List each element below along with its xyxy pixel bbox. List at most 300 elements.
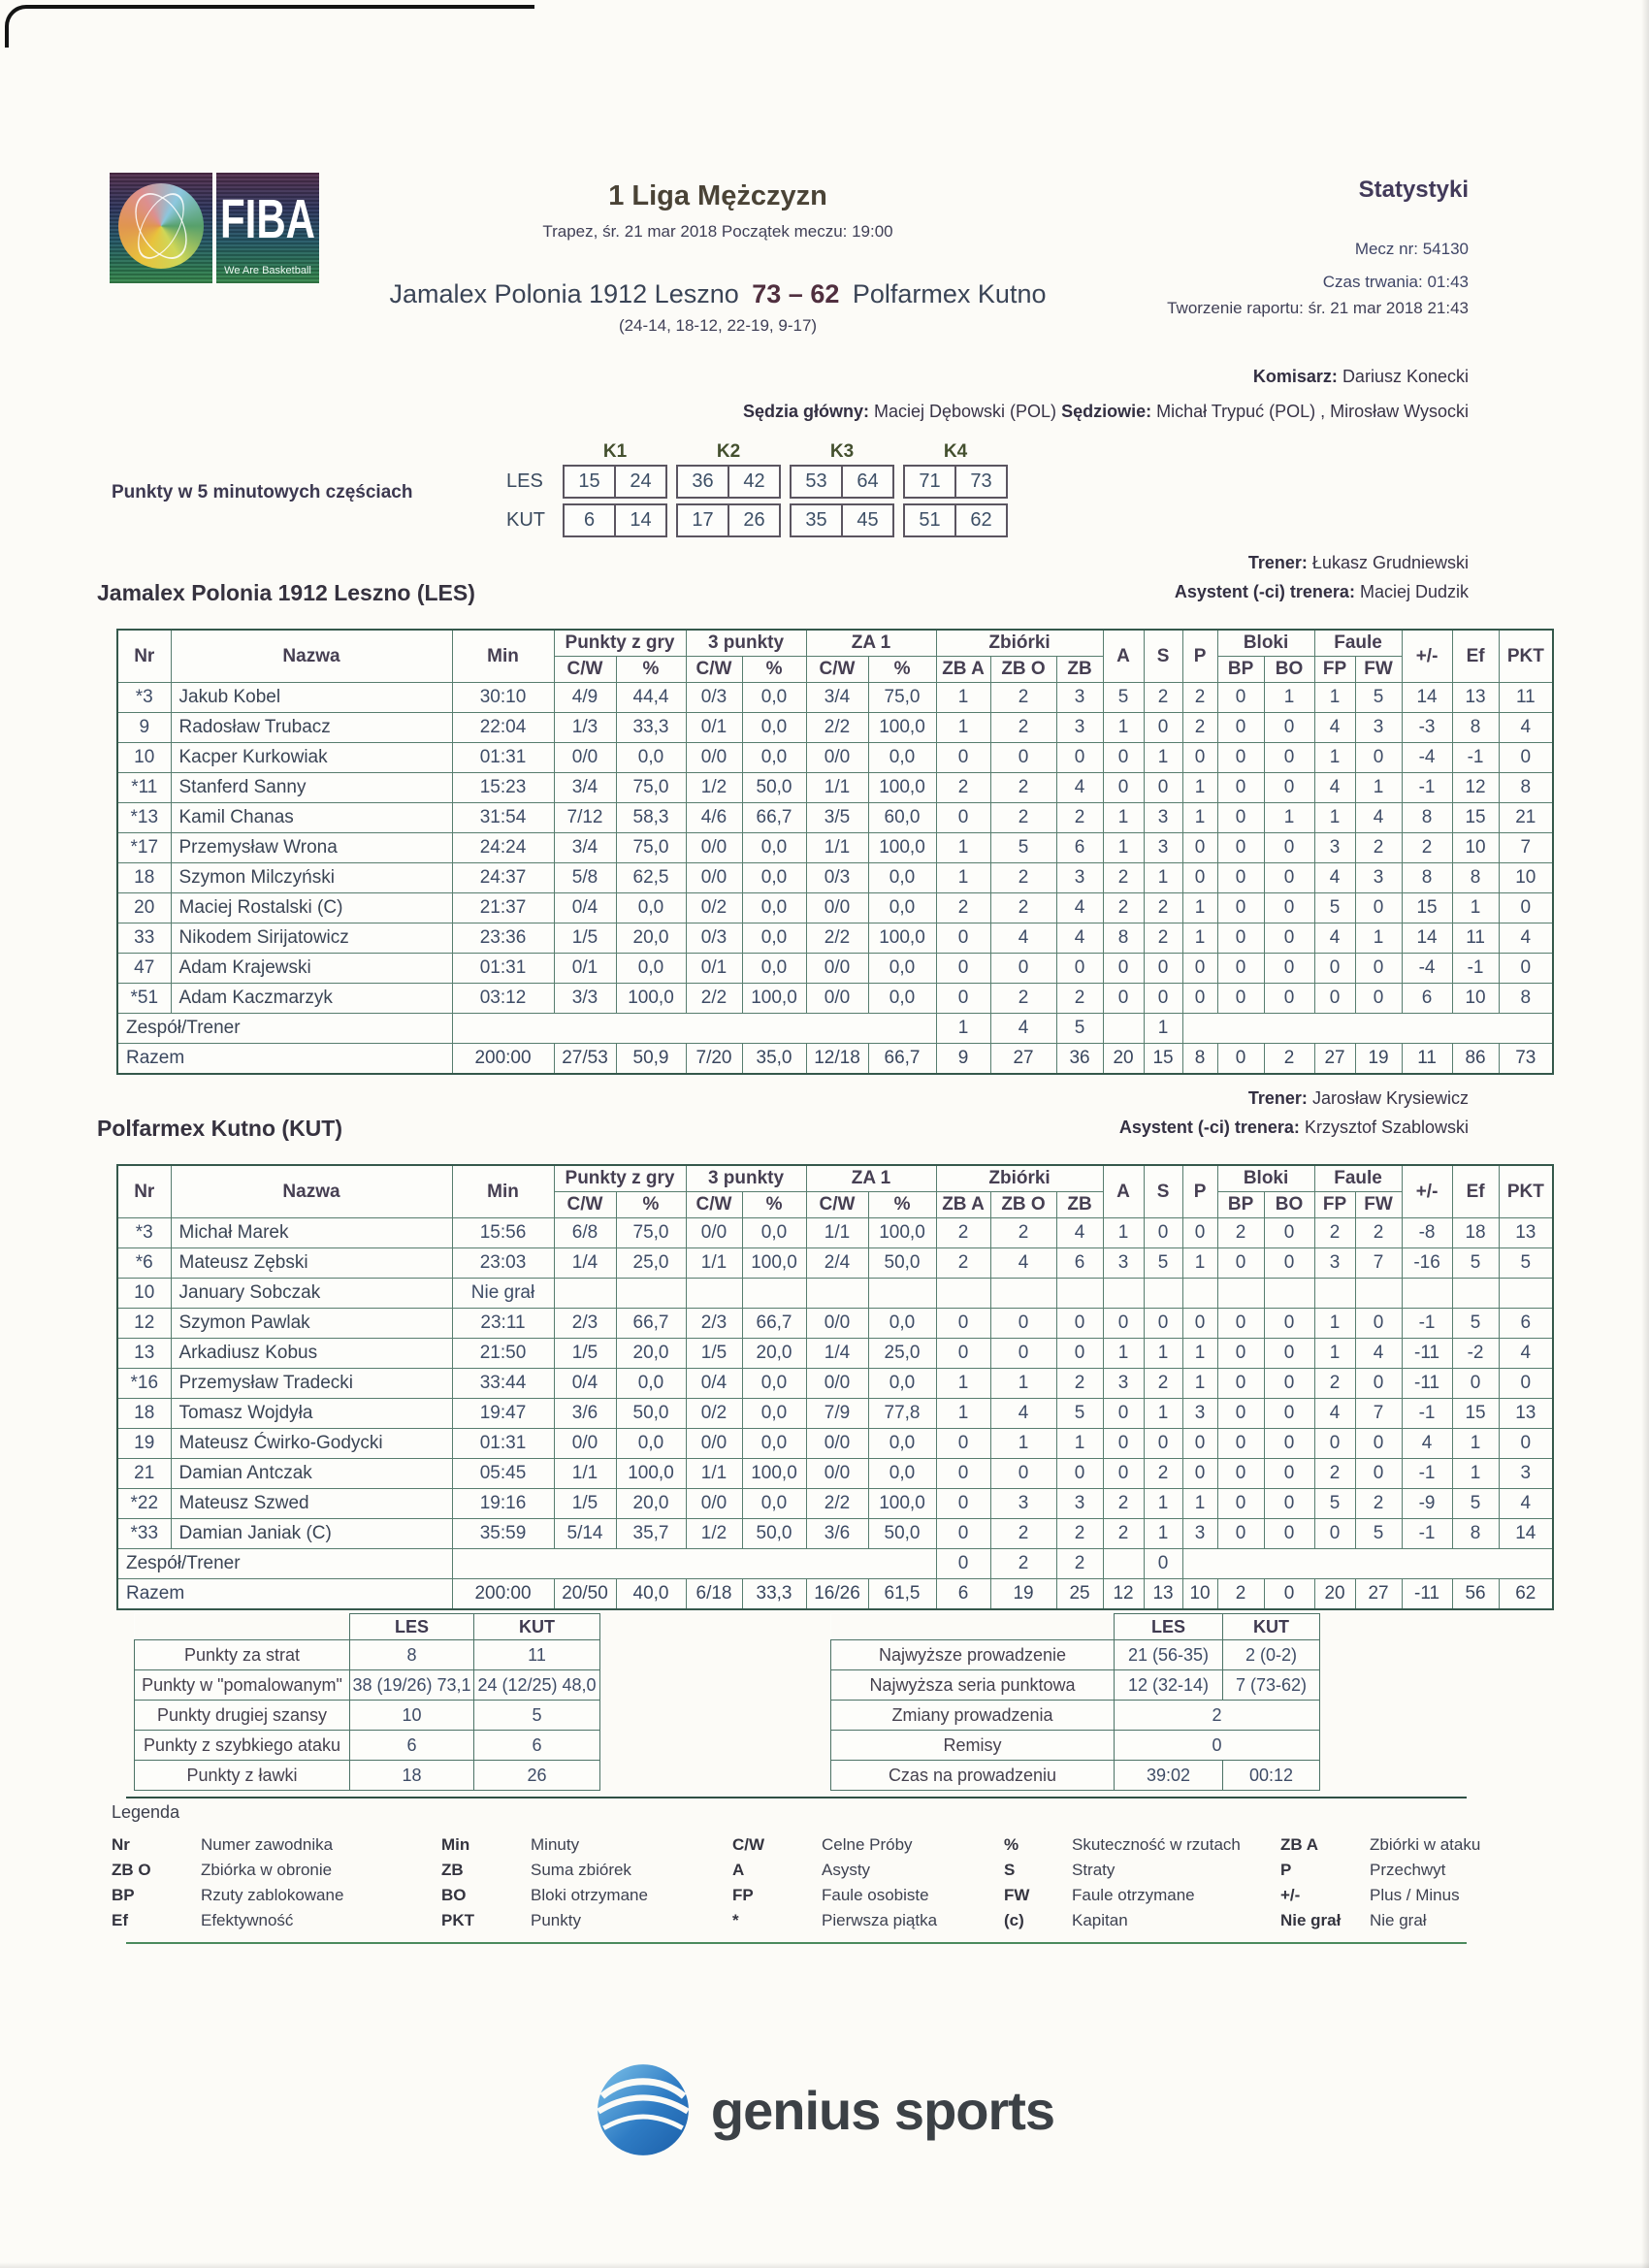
player-row [117,833,1553,863]
stat-cell: 2 [990,1218,1056,1248]
stat-cell: 0 [936,1309,990,1339]
stat-cell: 21:37 [452,893,554,923]
player-row [117,1248,1553,1279]
stat-cell: 0 [1217,1399,1264,1429]
stat-cell [554,1279,616,1309]
stat-label: Punkty z ławki [135,1761,350,1791]
total-stat-cell: 7/20 [686,1044,742,1075]
stat-cell: 0 [936,1519,990,1549]
stat-cell [1264,1279,1314,1309]
legend-desc: Plus / Minus [1370,1886,1460,1904]
stat-cell [1056,1279,1103,1309]
column-header: KUT [474,1614,600,1640]
stat-cell: 1 [1144,743,1182,773]
stat-cell [742,1279,806,1309]
legend-entry [732,1858,1004,1883]
sub-column-header: % [868,657,936,683]
stat-cell: 3/6 [806,1519,868,1549]
total-stat-cell: 27 [1314,1044,1355,1075]
stat-cell: 7 [1499,833,1553,863]
legend-abbr: +/- [1280,1886,1301,1904]
stat-cell: 0 [1182,1309,1217,1339]
stat-cell: 13 [1499,1399,1553,1429]
stat-cell: 24:24 [452,833,554,863]
stat-cell: 0/4 [554,1369,616,1399]
stat-cell: 1 [1314,803,1355,833]
stat-cell: 2 [990,713,1056,743]
stat-cell: 0 [1103,1429,1144,1459]
player-row [117,713,1553,743]
stat-cell: 1/5 [686,1339,742,1369]
stat-cell: 5 [990,833,1056,863]
total-stat-cell: 27/53 [554,1044,616,1075]
stat-cell [1402,1279,1452,1309]
stat-cell: 3 [1144,803,1182,833]
referees-line [743,402,1469,422]
assistant-label: Asystent (-ci) trenera: [1174,582,1355,601]
stat-cell: 0,0 [742,923,806,954]
stat-cell: 75,0 [616,773,686,803]
period-score: 51 [919,509,941,531]
stat-cell: 0/1 [686,954,742,984]
total-stat-cell: 12/18 [806,1044,868,1075]
total-stat-cell: 86 [1452,1044,1499,1075]
stat-cell: 4 [1355,803,1402,833]
team-row [117,1014,1553,1044]
stat-cell: 14 [1499,1519,1553,1549]
legend-entry [1280,1832,1537,1858]
stat-cell: 1 [1355,923,1402,954]
stat-cell: 33:44 [452,1369,554,1399]
summary-table-leads [830,1613,1320,1791]
stat-cell: 0 [1144,773,1182,803]
stat-cell: 0 [1264,833,1314,863]
total-stat-cell: 20 [1103,1044,1144,1075]
summary-row [831,1761,1320,1791]
stat-cell: 0 [1182,984,1217,1014]
stat-cell: 0 [1182,863,1217,893]
stat-cell [1144,1279,1182,1309]
stat-cell: 1 [1452,1429,1499,1459]
stat-cell: 2 [1144,923,1182,954]
player-name: Tomasz Wojdyła [171,1399,452,1429]
player-name: Przemysław Tradecki [171,1369,452,1399]
stat-cell: 2 [1144,1369,1182,1399]
legend-entry [1280,1908,1537,1933]
stat-cell: 0 [1217,713,1264,743]
player-row [117,1519,1553,1549]
stat-cell: 13 [1499,1218,1553,1248]
stat-cell: 0/3 [686,923,742,954]
stat-cell [1103,1279,1144,1309]
stat-cell: 50,0 [616,1399,686,1429]
stat-cell: 0/4 [686,1369,742,1399]
sub-column-header: FP [1314,657,1355,683]
stat-cell: 0 [1182,743,1217,773]
kut-stats-table [116,1164,1554,1610]
total-stat-cell: 27 [990,1044,1056,1075]
summary-table-points [134,1613,600,1791]
stat-cell: 10 [1452,984,1499,1014]
total-stat-cell: 200:00 [452,1579,554,1610]
legend-abbr: ZB [441,1861,464,1879]
legend-abbr: FW [1004,1886,1030,1904]
stat-cell: 0 [1182,833,1217,863]
legend-desc: Faule osobiste [822,1886,929,1904]
sub-column-header: % [868,1192,936,1218]
stat-cell: 5 [1452,1309,1499,1339]
stat-cell: -8 [1402,1218,1452,1248]
stat-cell: 0 [1355,984,1402,1014]
stat-cell: 23:36 [452,923,554,954]
match-score: 73 – 62 [752,279,840,308]
stat-cell: 0,0 [868,1429,936,1459]
sub-column-header: FW [1355,1192,1402,1218]
player-name: Stanferd Sanny [171,773,452,803]
legend-entry [112,1858,441,1883]
stat-cell [1182,1014,1553,1044]
player-name: Mateusz Zębski [171,1248,452,1279]
stat-cell: 77,8 [868,1399,936,1429]
sub-column-header: BO [1264,1192,1314,1218]
stat-cell: 21:50 [452,1339,554,1369]
stat-cell [936,1279,990,1309]
stat-cell: 0/0 [686,1429,742,1459]
stat-cell: 1 [1182,893,1217,923]
stat-cell: 0,0 [742,713,806,743]
stat-cell: 1/1 [806,773,868,803]
stat-cell: 2 [1182,683,1217,713]
stat-cell: -1 [1402,1519,1452,1549]
les-stats-table [116,629,1554,1075]
legend-abbr: Ef [112,1911,128,1929]
stat-cell: 0/4 [554,893,616,923]
column-header: S [1144,1165,1182,1218]
stat-cell: 66,7 [742,803,806,833]
sub-column-header: FW [1355,657,1402,683]
stat-cell: 1 [1144,1399,1182,1429]
player-number: *6 [117,1248,171,1279]
stat-cell: 4 [1499,1489,1553,1519]
period-score-pair [903,465,1008,499]
stat-cell: 1 [1182,803,1217,833]
legend-column [1280,1832,1537,1933]
totals-label: Razem [117,1044,452,1075]
sub-column-header: BP [1217,1192,1264,1218]
stat-cell: 11 [1499,683,1553,713]
stat-cell: 0 [1499,1369,1553,1399]
stat-cell: 1 [1314,743,1355,773]
sub-column-header: C/W [554,1192,616,1218]
stat-cell: 0/0 [686,743,742,773]
stat-cell: 0 [1217,1459,1264,1489]
stat-label: Czas na prowadzeniu [831,1761,1115,1791]
stat-cell: 0,0 [868,893,936,923]
stat-label: Punkty za strat [135,1640,350,1670]
stat-cell: 8 [1452,713,1499,743]
legend-abbr: FP [732,1886,754,1904]
stat-cell: 75,0 [616,833,686,863]
match-score-line [58,279,1377,309]
stat-cell: 20,0 [616,1489,686,1519]
legend-desc: Asysty [822,1861,871,1879]
stat-value: 8 [350,1640,474,1670]
stat-cell: 0 [936,1489,990,1519]
stat-value: 38 (19/26) 73,1 [350,1670,474,1701]
stat-cell: 50,0 [868,1519,936,1549]
player-name: Mateusz Ćwirko-Godycki [171,1429,452,1459]
coach-line-kut [1248,1088,1469,1109]
stat-cell: 2 [1314,1459,1355,1489]
stat-cell: 0/0 [806,1429,868,1459]
totals-row [117,1044,1553,1075]
stat-cell: 1 [990,1369,1056,1399]
sub-column-header: % [616,1192,686,1218]
legend-desc: Przechwyt [1370,1861,1446,1879]
stat-cell [616,1279,686,1309]
legend-abbr: P [1280,1861,1292,1879]
legend-desc: Celne Próby [822,1835,913,1854]
stat-cell: 15 [1452,803,1499,833]
stat-cell: 0/3 [806,863,868,893]
genius-sports-icon [595,2061,692,2158]
legend-abbr: Nr [112,1835,130,1854]
period-score-row [506,503,1017,537]
stat-cell: 0 [1144,954,1182,984]
stat-value: 24 (12/25) 48,0 [474,1670,600,1701]
stat-cell: 0 [1103,984,1144,1014]
stat-cell: 20,0 [616,1339,686,1369]
column-header: Zbiórki [936,1165,1103,1192]
total-stat-cell: 19 [990,1579,1056,1610]
referees-label: Sędziowie: [1061,402,1152,421]
stat-cell: 2/2 [806,713,868,743]
stat-cell: 1 [1103,1339,1144,1369]
player-number: *17 [117,833,171,863]
stat-cell: 0,0 [742,1369,806,1399]
stat-cell: 2/2 [686,984,742,1014]
stat-cell: 0 [1264,1248,1314,1279]
stat-cell: 0 [1264,713,1314,743]
stat-cell [1217,1279,1264,1309]
stat-cell: 0 [1217,1489,1264,1519]
total-stat-cell: 13 [1144,1579,1182,1610]
legend-entry [1004,1858,1280,1883]
stat-cell: 100,0 [616,1459,686,1489]
stat-cell: 15 [1452,1399,1499,1429]
team-code: KUT [506,509,545,531]
separator-line [126,1942,1467,1944]
stat-cell: 1 [936,1014,990,1044]
period-score: 26 [728,505,779,535]
period-score: 73 [954,467,1006,497]
stat-cell: 0/0 [686,833,742,863]
stat-cell: 1 [1182,773,1217,803]
stat-cell: 1 [936,1399,990,1429]
stat-cell: 0 [1355,1369,1402,1399]
stat-cell: 1/1 [554,1459,616,1489]
stat-cell: 1 [1264,683,1314,713]
legend-abbr: Min [441,1835,470,1854]
period-score-pair [676,465,781,499]
legend-entry [441,1858,732,1883]
legend-entry [1280,1883,1537,1908]
stat-cell: 0,0 [868,984,936,1014]
stat-cell: 1/2 [686,773,742,803]
sub-column-header: ZB A [936,1192,990,1218]
stat-cell: 0 [936,1429,990,1459]
stat-cell: 2/3 [554,1309,616,1339]
sub-column-header: FP [1314,1192,1355,1218]
sub-column-header: ZB [1056,657,1103,683]
stat-cell: 2 [1056,984,1103,1014]
stat-cell: 0 [1264,1489,1314,1519]
stat-cell: 0 [1144,984,1182,1014]
stat-cell [1499,1279,1553,1309]
player-name: Arkadiusz Kobus [171,1339,452,1369]
player-number: 18 [117,1399,171,1429]
stat-cell: 2 [990,1519,1056,1549]
stat-cell: 0 [1182,954,1217,984]
legend-desc: Faule otrzymane [1072,1886,1195,1904]
stat-cell: 8 [1103,923,1144,954]
period-score: 36 [692,470,714,492]
player-name: Mateusz Szwed [171,1489,452,1519]
stat-cell: 2 [1103,893,1144,923]
total-stat-cell: 200:00 [452,1044,554,1075]
stat-cell: 0,0 [868,1369,936,1399]
stat-cell: 100,0 [868,1489,936,1519]
stat-cell: 0 [1264,773,1314,803]
stat-value: 21 (56-35) [1115,1640,1223,1670]
player-name: Przemysław Wrona [171,833,452,863]
legend-desc: Nie grał [1370,1911,1427,1929]
stat-cell: 66,7 [742,1309,806,1339]
period-scores-grid [506,441,1017,542]
stat-cell: 1 [1144,863,1182,893]
stat-cell: 4 [1056,923,1103,954]
stat-cell: 100,0 [868,923,936,954]
stat-cell: 0/2 [686,1399,742,1429]
stat-cell: 0,0 [742,1399,806,1429]
team-title-kut: Polfarmex Kutno (KUT) [97,1116,342,1141]
stat-cell: 4 [990,1248,1056,1279]
legend-entry [732,1832,1004,1858]
legend-title: Legenda [112,1802,180,1822]
stat-cell: 0,0 [742,954,806,984]
stat-cell: 5 [1499,1248,1553,1279]
stat-cell: 7 [1355,1248,1402,1279]
column-header: ZA 1 [806,630,936,657]
total-stat-cell: 27 [1355,1579,1402,1610]
legend-entry [1004,1832,1280,1858]
stat-cell: 0,0 [616,1369,686,1399]
stat-cell [806,1279,868,1309]
column-header: Ef [1452,1165,1499,1218]
legend-desc: Straty [1072,1861,1116,1879]
stat-cell: 01:31 [452,954,554,984]
cell [831,1614,1115,1640]
legend-entry [112,1908,441,1933]
legend-entry [441,1832,732,1858]
stat-cell: 2 [1402,833,1452,863]
assistant-label: Asystent (-ci) trenera: [1118,1118,1300,1137]
stat-cell: 0 [990,1339,1056,1369]
stat-cell: 0 [1355,954,1402,984]
stat-cell: 3 [1314,833,1355,863]
legend-desc: Bloki otrzymane [531,1886,648,1904]
legend-abbr: Nie grał [1280,1911,1342,1929]
stat-cell: 5 [1452,1489,1499,1519]
commissioner-label: Komisarz: [1252,367,1338,386]
stat-cell: 1 [1144,1519,1182,1549]
stat-value: 11 [474,1640,600,1670]
stat-cell: 1/2 [686,1519,742,1549]
stat-cell: 75,0 [616,1218,686,1248]
summary-row [831,1701,1320,1731]
legend-entry [1004,1883,1280,1908]
player-row [117,773,1553,803]
stat-cell: 0/0 [806,1309,868,1339]
stat-cell: 8 [1402,863,1452,893]
stat-cell: 3/4 [806,683,868,713]
column-header: Nr [117,1165,171,1218]
stat-cell: 33,3 [616,713,686,743]
player-number: 19 [117,1429,171,1459]
column-header: Nazwa [171,1165,452,1218]
column-header: Bloki [1217,630,1314,657]
player-row [117,683,1553,713]
stat-cell: 2 [1103,1489,1144,1519]
column-header: A [1103,1165,1144,1218]
legend-desc: Zbiórka w obronie [201,1861,333,1879]
quarter-header-row [506,441,1017,463]
stat-value: 0 [1115,1731,1320,1761]
stat-cell: 1 [936,713,990,743]
stat-cell: 1 [1264,803,1314,833]
player-number: 9 [117,713,171,743]
stat-cell: 0 [936,923,990,954]
stat-cell: 1/1 [806,833,868,863]
page-title: 1 Liga Mężczyzn [608,180,827,211]
legend [112,1802,1537,1933]
player-name: January Sobczak [171,1279,452,1309]
stat-cell: 0,0 [868,863,936,893]
commissioner-name: Dariusz Konecki [1342,367,1469,386]
period-score: 53 [805,470,827,492]
player-name: Kacper Kurkowiak [171,743,452,773]
legend-abbr: C/W [732,1835,765,1854]
stat-cell: 0/3 [686,683,742,713]
quarter-label: K1 [602,441,628,462]
stat-cell: 12 [1452,773,1499,803]
total-stat-cell: 35,0 [742,1044,806,1075]
player-number: 13 [117,1339,171,1369]
stat-cell: 8 [1499,773,1553,803]
stat-cell: 1 [1314,683,1355,713]
stat-cell: 0 [1217,833,1264,863]
total-stat-cell: 61,5 [868,1579,936,1610]
stat-cell [452,1014,936,1044]
sub-column-header: ZB A [936,657,990,683]
player-number: *13 [117,803,171,833]
total-stat-cell: 36 [1056,1044,1103,1075]
player-number: *51 [117,984,171,1014]
stat-cell: 2 [1056,803,1103,833]
stat-cell: 0,0 [868,1309,936,1339]
stat-cell: 0 [1264,743,1314,773]
stat-value: 7 (73-62) [1223,1670,1320,1701]
